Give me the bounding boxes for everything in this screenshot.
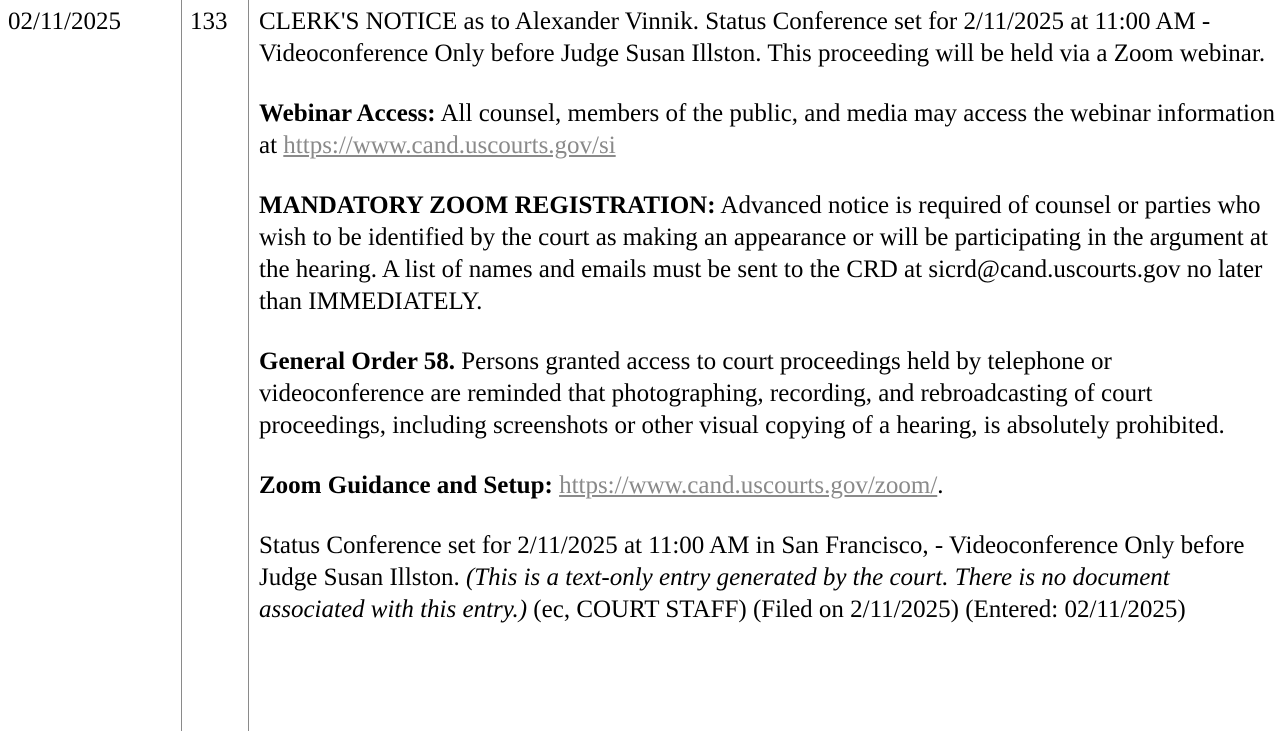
zoom-guidance-label: Zoom Guidance and Setup:: [259, 472, 553, 499]
notice-paragraph: [259, 6, 1280, 70]
entry-text: [259, 6, 1280, 626]
text-only-note: (This is a text-only entry generated by the court. There is no document associated with this entry.): [259, 564, 1170, 623]
general-order-paragraph: [259, 346, 1280, 442]
webinar-access-text: All counsel, members of the public, and media may access the webinar information at: [259, 100, 1275, 159]
column-divider: [181, 0, 182, 731]
entry-date: 02/11/2025: [8, 8, 121, 35]
general-order-text: Persons granted access to court proceedings held by telephone or videoconference are reminded that photographing, recording, and rebroadcasting of court proceedings, including screenshots or other visual copying of a hearing, is absolutely prohibited.: [259, 348, 1225, 439]
zoom-guidance-period: .: [937, 472, 944, 499]
status-conference-paragraph: [259, 530, 1280, 626]
filing-info: (ec, COURT STAFF) (Filed on 2/11/2025) (Entered: 02/11/2025): [527, 596, 1186, 623]
entry-number: 133: [190, 8, 228, 35]
webinar-access-label: Webinar Access:: [259, 100, 436, 127]
zoom-guidance-link[interactable]: https://www.cand.uscourts.gov/zoom/: [559, 472, 938, 499]
webinar-access-paragraph: [259, 98, 1280, 162]
column-divider: [248, 0, 249, 731]
zoom-guidance-paragraph: [259, 470, 1280, 502]
zoom-registration-text: Advanced notice is required of counsel or parties who wish to be identified by the court as making an appearance or will be participating in the argument at the hearing. A list of names and emails must be sent to the CRD at sicrd@cand.uscourts.gov no later than IMMEDIATELY.: [259, 192, 1268, 315]
notice-text: CLERK'S NOTICE as to Alexander Vinnik. Status Conference set for 2/11/2025 at 11:00 AM - Videoconference Only before Judge Susan Illston. This proceeding will be held via a Zoom webinar.: [259, 8, 1266, 67]
general-order-label: General Order 58.: [259, 348, 456, 375]
status-conference-text: Status Conference set for 2/11/2025 at 11:00 AM in San Francisco, - Videoconference Only before Judge Susan Illston.: [259, 532, 1245, 591]
zoom-registration-label: MANDATORY ZOOM REGISTRATION:: [259, 192, 716, 219]
zoom-registration-paragraph: [259, 190, 1280, 318]
webinar-link[interactable]: https://www.cand.uscourts.gov/si: [283, 132, 616, 159]
